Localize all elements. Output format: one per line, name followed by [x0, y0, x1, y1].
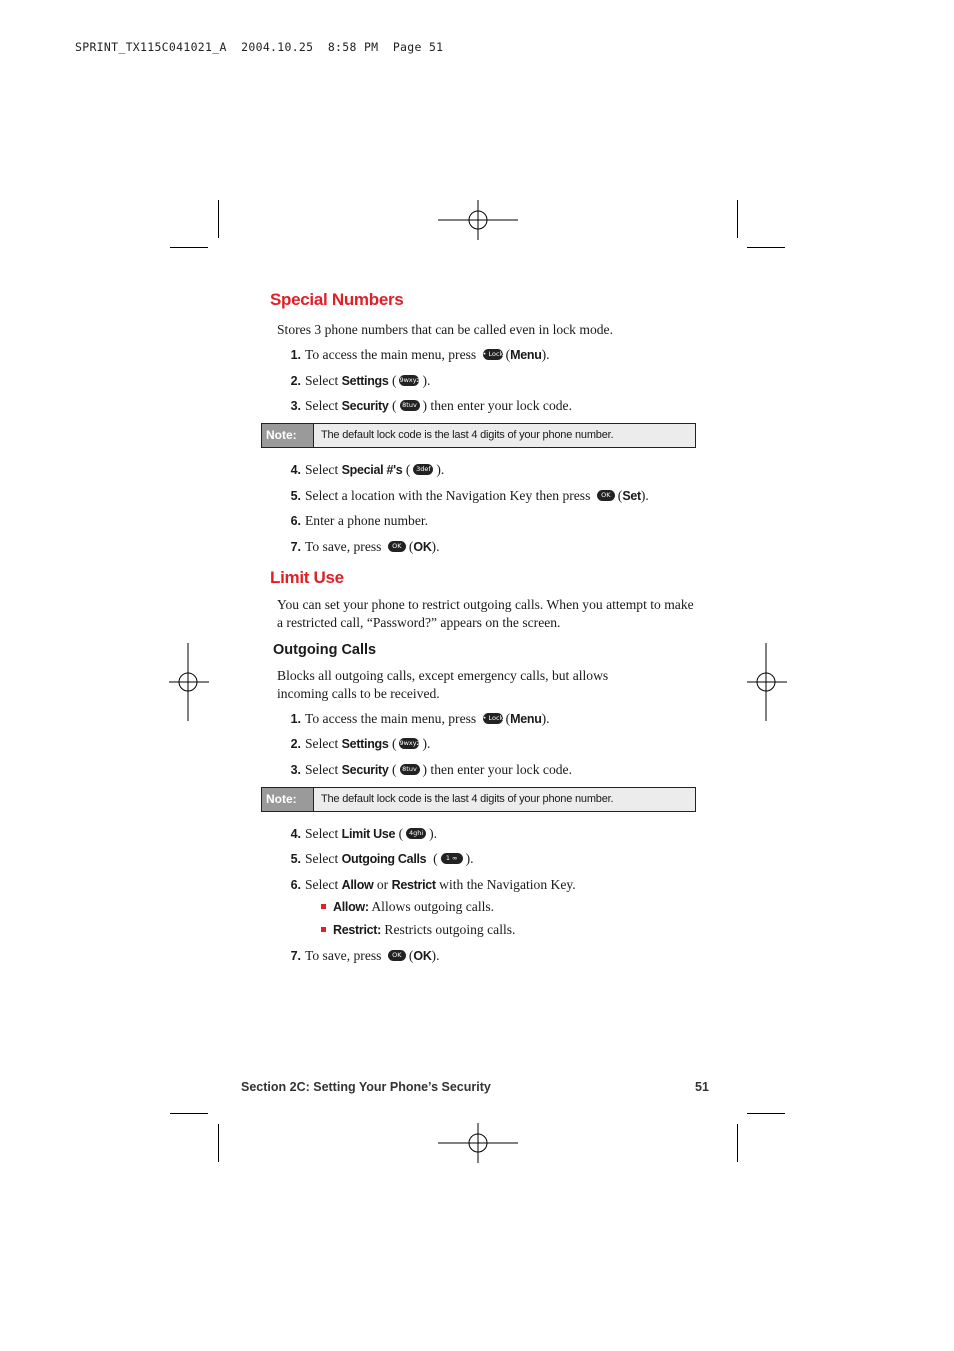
step-5: 5. Select a location with the Navigation Key then press OK (Set).	[290, 488, 649, 503]
crop-mark	[737, 200, 738, 238]
step-3: 3. Select Security ( 8tuv ) then enter your lock code.	[290, 398, 572, 413]
keyword: Settings	[341, 374, 389, 388]
registration-mark-icon	[169, 643, 209, 721]
subsection-title: Outgoing Calls	[273, 642, 377, 658]
key-1-icon: 1 ∞	[441, 853, 463, 864]
step-4: 4. Select Special #'s ( 3def ).	[290, 462, 445, 477]
key-4-icon: 4ghi	[406, 828, 426, 839]
step-number: 1.	[290, 348, 301, 362]
step-4: 4. Select Limit Use ( 4ghi ).	[290, 826, 438, 841]
bullet-restrict: Restrict: Restricts outgoing calls.	[321, 922, 515, 938]
page-number: 51	[695, 1080, 709, 1094]
crop-mark	[218, 200, 219, 238]
keyword: OK	[413, 540, 432, 554]
ok-key-icon: OK	[597, 490, 615, 501]
step-7: 7. To save, press OK (OK).	[290, 539, 440, 554]
keyword: Settings	[341, 737, 389, 751]
keyword: Restrict:	[333, 923, 382, 937]
note-box	[261, 787, 696, 812]
step-2: 2. Select Settings ( 9wxyz ).	[290, 373, 431, 388]
registration-mark-icon	[438, 1123, 518, 1163]
menu-key-icon: • Lock	[482, 714, 504, 723]
keyword: Allow	[341, 878, 374, 892]
crop-mark	[747, 1113, 785, 1114]
menu-key-icon: • Lock	[482, 350, 504, 359]
bullet-icon	[321, 927, 326, 932]
registration-mark-icon	[747, 643, 787, 721]
print-slug: SPRINT_TX115C041021_A 2004.10.25 8:58 PM Page 51	[75, 40, 444, 54]
step-2: 2. Select Settings ( 9wxyz ).	[290, 736, 431, 751]
crop-mark	[170, 247, 208, 248]
keyword: Menu	[510, 348, 542, 362]
subsection-intro: Blocks all outgoing calls, except emergency calls, but allows incoming calls to be received.	[277, 668, 609, 701]
crop-mark	[737, 1124, 738, 1162]
section-title-special-numbers: Special Numbers	[270, 290, 404, 309]
step-3: 3. Select Security ( 8tuv ) then enter your lock code.	[290, 762, 572, 777]
ok-key-icon: OK	[388, 541, 406, 552]
keyword: Outgoing Calls	[341, 852, 427, 866]
keyword: Restrict	[391, 878, 436, 892]
keyword: Set	[622, 489, 641, 503]
keyword: Limit Use	[341, 827, 396, 841]
key-8-icon: 8tuv	[400, 764, 420, 775]
crop-mark	[747, 247, 785, 248]
step-text: To access the main menu, press	[305, 347, 477, 362]
keyword: OK	[413, 949, 432, 963]
keyword: Menu	[510, 712, 542, 726]
footer-section: Section 2C: Setting Your Phone’s Security	[241, 1080, 491, 1094]
note-text: The default lock code is the last 4 digits of your phone number.	[321, 793, 614, 805]
ok-key-icon: OK	[388, 950, 406, 961]
section-intro: You can set your phone to restrict outgoing calls. When you attempt to make a restricted call, “Password?” appears on the screen.	[277, 597, 694, 630]
bullet-icon	[321, 904, 326, 909]
key-3-icon: 3def	[413, 464, 433, 475]
step-1: 1. To access the main menu, press • Lock (Menu).	[290, 711, 550, 726]
registration-mark-icon	[438, 200, 518, 240]
crop-mark	[170, 1113, 208, 1114]
keyword: Security	[341, 399, 389, 413]
note-box	[261, 423, 696, 448]
step-7: 7. To save, press OK (OK).	[290, 948, 440, 963]
key-8-icon: 8tuv	[400, 400, 420, 411]
step-1: 1. To access the main menu, press • Lock (Menu).	[287, 347, 550, 363]
key-9-icon: 9wxyz	[399, 376, 421, 385]
step-6: 6. Enter a phone number.	[290, 513, 429, 528]
bullet-allow: Allow: Allows outgoing calls.	[321, 899, 494, 915]
crop-mark	[218, 1124, 219, 1162]
section-title-limit-use: Limit Use	[270, 568, 344, 587]
step-5: 5. Select Outgoing Calls ( 1 ∞ ).	[290, 851, 474, 866]
keyword: Security	[341, 763, 389, 777]
note-label: Note:	[262, 788, 314, 811]
step-6: 6. Select Allow or Restrict with the Navigation Key.	[290, 877, 576, 892]
key-9-icon: 9wxyz	[399, 739, 421, 748]
section-intro: Stores 3 phone numbers that can be called even in lock mode.	[277, 322, 613, 337]
note-label: Note:	[262, 424, 314, 447]
note-text: The default lock code is the last 4 digits of your phone number.	[321, 429, 614, 441]
keyword: Allow:	[333, 900, 369, 914]
keyword: Special #'s	[341, 463, 403, 477]
